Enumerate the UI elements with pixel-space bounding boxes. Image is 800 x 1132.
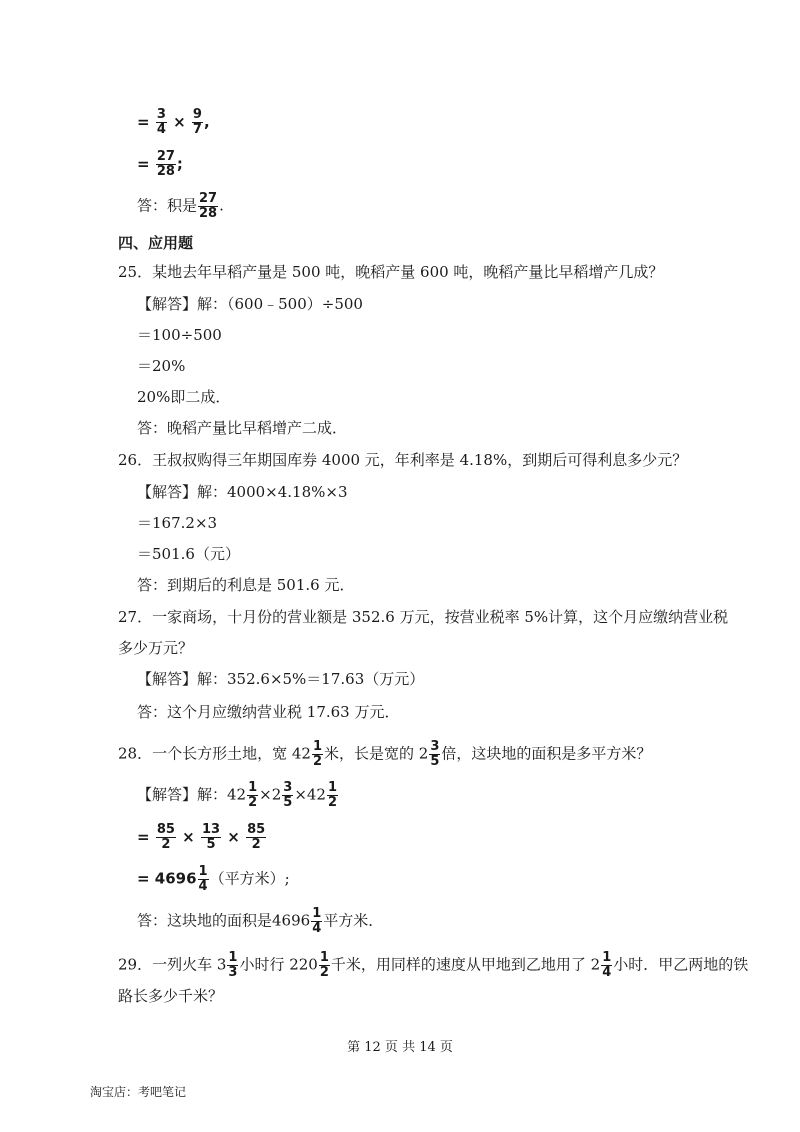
q28-step-1: 【解答】解：42 $\frac{1}{2}$ ×2 $\frac{3}{5}$ ×42 $\frac{1}{2}$ bbox=[137, 780, 338, 810]
fraction: $\frac{1}{4}$ bbox=[602, 950, 612, 980]
q25-question: 25．某地去年早稻产量是 500 吨，晚稻产量 600 吨，晚稻产量比早稻增产几成？ bbox=[118, 263, 664, 281]
q25-answer: 答：晚稻产量比早稻增产二成． bbox=[137, 419, 348, 437]
fraction: $\frac{27}{28}$ bbox=[156, 149, 175, 179]
section-title: 四、应用题 bbox=[118, 234, 194, 252]
q28-step-3: = 4696 $\frac{1}{4}$ （平方米）; bbox=[137, 864, 290, 894]
q26-step-1: 【解答】解：4000×4.18%×3 bbox=[137, 483, 348, 501]
fraction: $\frac{1}{2}$ bbox=[312, 739, 322, 769]
q26-answer: 答：到期后的利息是 501.6 元． bbox=[137, 576, 355, 594]
fraction: $\frac{1}{4}$ bbox=[312, 906, 322, 936]
fraction: $\frac{1}{2}$ bbox=[248, 780, 258, 810]
fraction: $\frac{85}{2}$ bbox=[156, 822, 175, 852]
equals-sign: = bbox=[137, 113, 150, 131]
fraction: $\frac{3}{5}$ bbox=[430, 739, 440, 769]
fraction: $\frac{3}{5}$ bbox=[283, 780, 293, 810]
fraction: $\frac{3}{4}$ bbox=[156, 107, 166, 137]
fraction: $\frac{1}{3}$ bbox=[228, 950, 238, 980]
q27-step-1: 【解答】解：352.6×5%＝17.63（万元） bbox=[137, 670, 425, 688]
fraction: $\frac{9}{7}$ bbox=[192, 107, 202, 137]
fraction: $\frac{1}{2}$ bbox=[327, 780, 338, 810]
q29-question-cont: 路长多少千米？ bbox=[118, 987, 224, 1005]
q26-step-2: ＝167.2×3 bbox=[137, 514, 218, 532]
q28-answer: 答：这块地的面积是4696 $\frac{1}{4}$ 平方米． bbox=[137, 906, 384, 936]
page-footer: 第 12 页 共 14 页 bbox=[347, 1040, 453, 1055]
q26-step-3: ＝501.6（元） bbox=[137, 545, 240, 563]
prev-line-2: = $\frac{27}{28}$ ; bbox=[137, 149, 183, 179]
q27-question-cont: 多少万元？ bbox=[118, 639, 194, 657]
prev-answer: 答：积是 $\frac{27}{28}$ . bbox=[137, 191, 224, 221]
fraction: $\frac{1}{2}$ bbox=[319, 950, 329, 980]
q25-step-2: ＝100÷500 bbox=[137, 326, 222, 344]
q25-step-1: 【解答】解：（600﹣500）÷500 bbox=[137, 295, 363, 313]
q25-step-3: ＝20% bbox=[137, 357, 186, 375]
q29-question: 29．一列火车 3 $\frac{1}{3}$ 小时行 220 $\frac{1}{2}$ 千米，用同样的速度从甲地到乙地用了 2 $\frac{1}{4}$ 小时．甲乙两地的铁 bbox=[118, 950, 749, 980]
fraction: $\frac{13}{5}$ bbox=[201, 822, 221, 852]
shop-watermark: 淘宝店：考吧笔记 bbox=[90, 1085, 187, 1099]
fraction: $\frac{85}{2}$ bbox=[247, 822, 266, 852]
fraction: $\frac{1}{4}$ bbox=[198, 864, 208, 894]
q27-question: 27．一家商场，十月份的营业额是 352.6 万元，按营业税率 5%计算，这个月应缴纳营业税 bbox=[118, 608, 729, 626]
q28-step-2: = $\frac{85}{2}$ × $\frac{13}{5}$ × $\frac{85}{2}$ bbox=[137, 822, 266, 852]
prev-line-1: = $\frac{3}{4}$ × $\frac{9}{7}$ , bbox=[137, 107, 210, 137]
q28-question: 28．一个长方形土地，宽 42 $\frac{1}{2}$ 米，长是宽的 2 $\frac{3}{5}$ 倍，这块地的面积是多平方米？ bbox=[118, 739, 652, 769]
q27-answer: 答：这个月应缴纳营业税 17.63 万元． bbox=[137, 703, 400, 721]
q26-question: 26．王叔叔购得三年期国库券 4000 元，年利率是 4.18%，到期后可得利息多少元？ bbox=[118, 451, 688, 469]
times-sign: × bbox=[173, 113, 186, 131]
fraction: $\frac{27}{28}$ bbox=[199, 191, 218, 221]
q25-step-4: 20%即二成． bbox=[137, 388, 231, 406]
